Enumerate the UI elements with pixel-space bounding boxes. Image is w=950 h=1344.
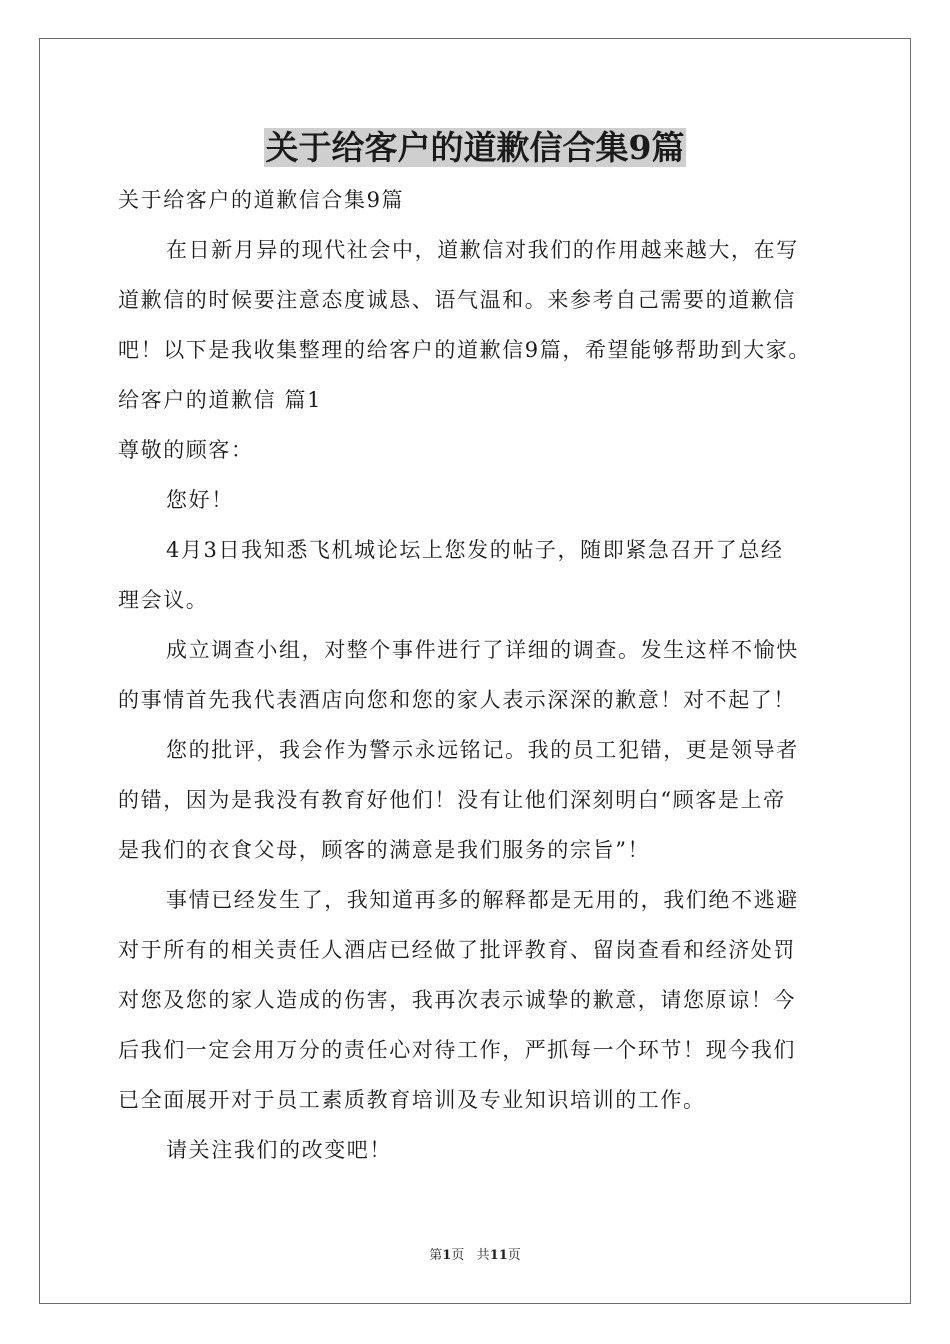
text-line: 关于给客户的道歉信合集9篇 <box>118 188 405 212</box>
text-line: 请关注我们的改变吧！ <box>166 1138 392 1162</box>
text-line: 对于所有的相关责任人酒店已经做了批评教育、留岗查看和经济处罚 <box>118 938 796 962</box>
text-line: 成立调查小组，对整个事件进行了详细的调查。发生这样不愉快 <box>166 638 799 662</box>
text-line: 吧！以下是我收集整理的给客户的道歉信9篇，希望能够帮助到大家。 <box>118 338 811 362</box>
footer-total-suffix: 页 <box>507 1248 521 1263</box>
text-line: 事情已经发生了，我知道再多的解释都是无用的，我们绝不逃避 <box>166 888 799 912</box>
text-line: 在日新月异的现代社会中，道歉信对我们的作用越来越大，在写 <box>166 238 799 262</box>
text-line: 是我们的衣食父母，顾客的满意是我们服务的宗旨”！ <box>118 838 651 862</box>
text-line: 给客户的道歉信 篇1 <box>118 388 323 412</box>
page-footer <box>0 1248 950 1264</box>
text-line: 的事情首先我代表酒店向您和您的家人表示深深的歉意！对不起了！ <box>118 688 796 712</box>
footer-page-suffix: 页 <box>451 1248 465 1263</box>
footer-total-pages: 11 <box>489 1248 508 1263</box>
text-line: 尊敬的顾客： <box>118 438 254 462</box>
text-line: 对您及您的家人造成的伤害，我再次表示诚挚的歉意，请您原谅！今 <box>118 988 796 1012</box>
text-line: 您好！ <box>166 488 234 512</box>
text-line: 已全面展开对于员工素质教育培训及专业知识培训的工作。 <box>118 1088 706 1112</box>
footer-page-prefix: 第 <box>429 1248 443 1263</box>
text-line: 您的批评，我会作为警示永远铭记。我的员工犯错，更是领导者 <box>166 738 799 762</box>
document-body <box>118 180 838 1180</box>
text-line: 后我们一定会用万分的责任心对待工作，严抓每一个环节！现今我们 <box>118 1038 796 1062</box>
document-title <box>0 126 950 170</box>
text-line: 道歉信的时候要注意态度诚恳、语气温和。来参考自己需要的道歉信 <box>118 288 796 312</box>
footer-total-prefix: 共 <box>476 1248 490 1263</box>
footer-page-number: 1 <box>442 1248 452 1263</box>
text-line: 4月3日我知悉飞机城论坛上您发的帖子，随即紧急召开了总经 <box>166 538 784 562</box>
document-title-text: 关于给客户的道歉信合集9篇 <box>265 128 685 167</box>
text-line: 的错，因为是我没有教育好他们！没有让他们深刻明白“顾客是上帝 <box>118 788 786 812</box>
text-line: 理会议。 <box>118 588 209 612</box>
